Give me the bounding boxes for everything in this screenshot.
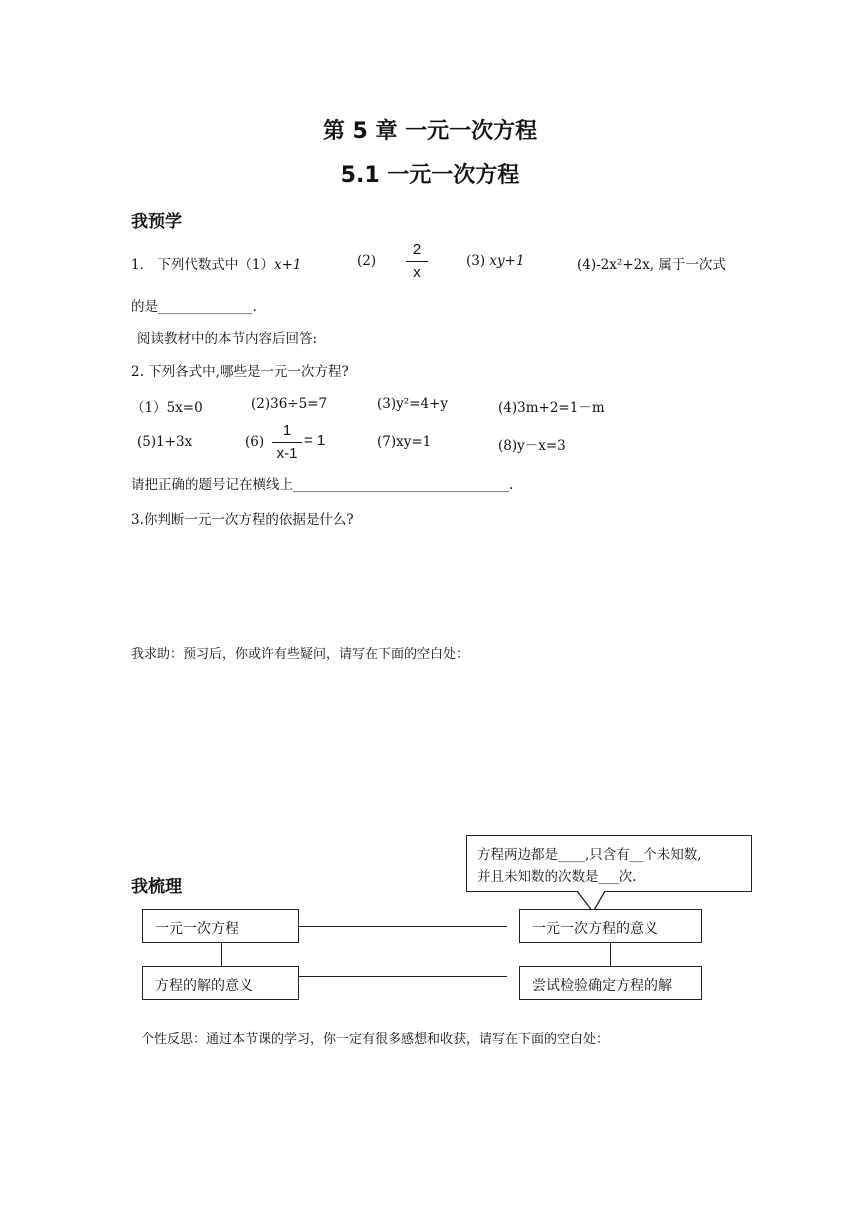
fraction-bar [272, 442, 302, 443]
connector-right-vertical [610, 943, 611, 966]
q2-item-6-label: (6) [245, 434, 265, 450]
callout-line-1: 方程两边都是____,只含有__个未知数, [477, 847, 702, 863]
q2-text: 2. 下列各式中,哪些是一元一次方程? [131, 364, 349, 380]
q2-item-1: （1）5x=0 [131, 400, 203, 416]
connector-bottom [299, 976, 507, 977]
summary-heading: 我梳理 [131, 877, 182, 897]
q2-item-7: (7)xy=1 [377, 434, 432, 450]
box-linear-equation: 一元一次方程 [142, 909, 299, 943]
callout-box [466, 835, 752, 892]
box-solution-meaning: 方程的解的意义 [142, 966, 299, 1000]
read-note: 阅读教材中的本节内容后回答: [137, 331, 318, 347]
connector-left-vertical [221, 943, 222, 966]
q1-item2-fraction [406, 240, 428, 283]
fraction-numerator: 1 [282, 422, 292, 439]
box-equation-meaning: 一元一次方程的意义 [519, 909, 702, 943]
help-prompt: 我求助：预习后，你或许有些疑问，请写在下面的空白处： [131, 647, 470, 662]
fraction-numerator: 2 [412, 241, 422, 258]
q2-item-8: (8)y－x=3 [498, 438, 566, 454]
fraction-bar [406, 261, 428, 262]
fraction-denominator: x-1 [276, 445, 298, 462]
q2-item-4: (4)3m+2=1－m [498, 400, 605, 416]
q2-item-2: (2)36÷5=7 [251, 396, 328, 412]
q1-item1: x+1 [273, 257, 302, 273]
q3-text: 3.你判断一元一次方程的依据是什么? [131, 512, 354, 528]
q2-item6-fraction [272, 421, 302, 464]
q1-answer-line: 的是______________. [131, 299, 257, 315]
q1-prefix: 1． 下列代数式中（1）x+1 [131, 257, 302, 273]
box-verify-solution: 尝试检验确定方程的解 [519, 966, 702, 1000]
q1-item3: (3) xy+1 [466, 253, 525, 269]
connector-top [299, 926, 507, 927]
preview-heading: 我预学 [131, 212, 182, 232]
callout-line-2: 并且未知数的次数是___次. [477, 869, 637, 885]
q2-item-3: (3)y²=4+y [377, 396, 449, 412]
q2-answer-line: 请把正确的题号记在横线上________________________________. [131, 477, 514, 493]
q2-item-5: (5)1+3x [137, 434, 193, 450]
reflection-prompt: 个性反思：通过本节课的学习，你一定有很多感想和收获，请写在下面的空白处： [141, 1032, 610, 1047]
section-title: 5.1 一元一次方程 [340, 163, 520, 188]
fraction-denominator: x [413, 264, 421, 281]
q2-item6-rhs: = 1 [304, 432, 326, 449]
q1-item2-label: (2) [357, 253, 377, 269]
chapter-title: 第 5 章 一元一次方程 [322, 119, 538, 144]
q1-item4: (4)-2x²+2x, 属于一次式 [577, 257, 726, 273]
